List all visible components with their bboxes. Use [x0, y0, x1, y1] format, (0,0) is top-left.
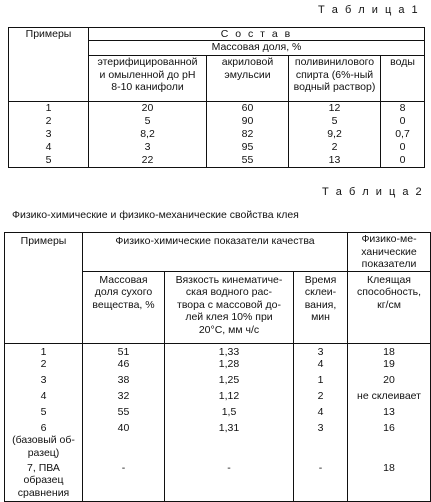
- table2-subtitle: Физико-химические и физико-механические свойства клея: [12, 209, 299, 221]
- t2-cell: 18: [348, 343, 431, 358]
- table-row: [9, 102, 425, 115]
- t2-cell: -: [83, 462, 165, 502]
- t1-cell: 82: [207, 128, 289, 141]
- t1-cell: 22: [89, 154, 207, 168]
- t2-cell: 16: [348, 422, 431, 462]
- t2-cell: 1,25: [165, 374, 294, 390]
- t1-cell: 13: [289, 154, 381, 168]
- t1-cell: 3: [9, 128, 89, 141]
- table-row: [5, 462, 431, 502]
- t1-cell: 4: [9, 141, 89, 154]
- t2-header-physchem: Физико-химические показатели качества: [83, 233, 348, 272]
- t2-col-dry-matter: Массовая доля сухого вещества, %: [83, 271, 165, 343]
- t1-cell: 95: [207, 141, 289, 154]
- t2-col-adhesive-capacity: Клеящая способность, кг/см: [348, 271, 431, 343]
- t2-cell: 38: [83, 374, 165, 390]
- t1-cell: 0: [381, 141, 425, 154]
- t1-cell: 8,2: [89, 128, 207, 141]
- t2-cell-example-6: 6 (базовый об- разец): [5, 422, 83, 462]
- table-row: [5, 374, 431, 390]
- t1-cell: 3: [89, 141, 207, 154]
- t2-cell: 1,33: [165, 343, 294, 358]
- t2-cell: 2: [294, 390, 348, 406]
- t2-header-physmech: Физико-ме- ханические показатели: [348, 233, 431, 272]
- table-row: [5, 406, 431, 422]
- t1-col-water: воды: [381, 56, 425, 102]
- t2-cell: 1,5: [165, 406, 294, 422]
- t2-cell: 20: [348, 374, 431, 390]
- t1-col-rosin: этерифицированной и омыленной до pH 8-10 канифоли: [89, 56, 207, 102]
- t2-cell: 19: [348, 358, 431, 374]
- t2-cell: 1: [294, 374, 348, 390]
- t2-header-examples: Примеры: [5, 233, 83, 344]
- t1-header-examples: Примеры: [9, 28, 89, 102]
- table2-caption: Т а б л и ц а 2: [322, 186, 424, 198]
- table-row: [5, 390, 431, 406]
- t1-cell: 20: [89, 102, 207, 115]
- t2-cell: 51: [83, 343, 165, 358]
- t2-cell: 4: [294, 406, 348, 422]
- table-row: [5, 343, 431, 358]
- t1-cell: 55: [207, 154, 289, 168]
- t1-col-acrylic: акриловой эмульсии: [207, 56, 289, 102]
- t2-cell: 3: [294, 343, 348, 358]
- t1-cell: 0: [381, 154, 425, 168]
- t2-col-viscosity: Вязкость кинематиче- ская водного рас- твора с массовой до- лей клея 10% при 20°С, мм ч/с: [165, 271, 294, 343]
- table-row: [5, 358, 431, 374]
- t2-cell: 4: [294, 358, 348, 374]
- t2-cell: 2: [5, 358, 83, 374]
- t2-cell: -: [294, 462, 348, 502]
- t1-cell: 1: [9, 102, 89, 115]
- t2-cell: -: [165, 462, 294, 502]
- t2-cell: 1,12: [165, 390, 294, 406]
- t1-cell: 60: [207, 102, 289, 115]
- table1: [8, 27, 425, 168]
- t2-cell-example-7: 7, ПВА образец сравнения: [5, 462, 83, 502]
- t1-cell: 0,7: [381, 128, 425, 141]
- table-row: [9, 115, 425, 128]
- table-row: [9, 141, 425, 154]
- t2-cell: 13: [348, 406, 431, 422]
- t2-cell: 32: [83, 390, 165, 406]
- t1-cell: 8: [381, 102, 425, 115]
- table-row: [5, 422, 431, 462]
- t2-cell: 3: [5, 374, 83, 390]
- t2-cell: 5: [5, 406, 83, 422]
- t1-header-mass-fraction: Массовая доля, %: [89, 41, 425, 56]
- t1-cell: 0: [381, 115, 425, 128]
- t2-cell: 1,28: [165, 358, 294, 374]
- t1-cell: 12: [289, 102, 381, 115]
- t1-cell: 5: [89, 115, 207, 128]
- t2-cell: 55: [83, 406, 165, 422]
- t1-col-pva: поливинилового спирта (6%-ный водный раствор): [289, 56, 381, 102]
- t1-cell: 90: [207, 115, 289, 128]
- t1-cell: 2: [9, 115, 89, 128]
- t2-cell: 3: [294, 422, 348, 462]
- t2-cell: 40: [83, 422, 165, 462]
- t2-cell: 18: [348, 462, 431, 502]
- t2-cell: 4: [5, 390, 83, 406]
- t1-header-composition: С о с т а в: [89, 28, 425, 41]
- t1-cell: 9,2: [289, 128, 381, 141]
- table-row: [9, 154, 425, 168]
- table1-caption: Т а б л и ц а 1: [318, 4, 420, 16]
- t1-cell: 5: [289, 115, 381, 128]
- t2-cell: 1: [5, 343, 83, 358]
- t2-cell: 1,31: [165, 422, 294, 462]
- t2-col-bonding-time: Время склеи- вания, мин: [294, 271, 348, 343]
- table2: [4, 232, 431, 502]
- t1-cell: 2: [289, 141, 381, 154]
- t1-cell: 5: [9, 154, 89, 168]
- t2-cell: не склеивает: [348, 390, 431, 406]
- t2-cell: 46: [83, 358, 165, 374]
- table-row: [9, 128, 425, 141]
